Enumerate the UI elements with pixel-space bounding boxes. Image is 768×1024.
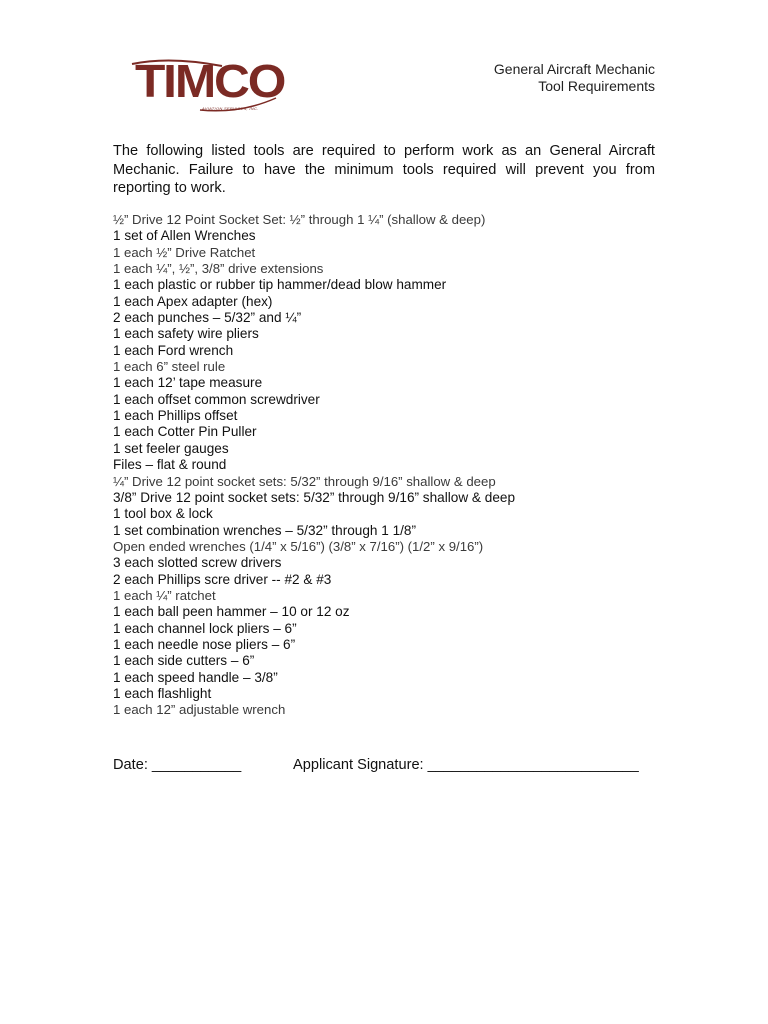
- tool-item: 1 set combination wrenches – 5/32” through 1 1/8”: [113, 522, 417, 538]
- tool-item: 1 each ¼” ratchet: [113, 587, 216, 603]
- logo-wordmark: TIMCO: [135, 55, 285, 107]
- tool-item: 1 each flashlight: [113, 685, 212, 701]
- tool-list: [113, 212, 673, 719]
- tool-item: 1 each safety wire pliers: [113, 326, 259, 342]
- tool-item: Open ended wrenches (1/4” x 5/16”) (3/8” x 7/16”) (1/2” x 9/16”): [113, 538, 484, 554]
- tool-item: 1 each Ford wrench: [113, 342, 234, 358]
- tool-item: 1 each ball peen hammer – 10 or 12 oz: [113, 604, 350, 620]
- tool-item: 3/8” Drive 12 point socket sets: 5/32” through 9/16” shallow & deep: [113, 489, 515, 505]
- applicant-signature-field[interactable]: Applicant Signature: __________________________: [293, 757, 639, 773]
- tool-item: 1 each 12’ tape measure: [113, 375, 263, 391]
- tool-item: 1 each speed handle – 3/8”: [113, 669, 278, 685]
- tool-item: ¼” Drive 12 point socket sets: 5/32” through 9/16” shallow & deep: [113, 473, 496, 489]
- tool-item: 1 each 6” steel rule: [113, 359, 226, 375]
- tool-item: 1 each Apex adapter (hex): [113, 293, 273, 309]
- tool-item: 1 set of Allen Wrenches: [113, 228, 256, 244]
- tool-item: 1 each offset common screwdriver: [113, 391, 320, 407]
- tool-item: 2 each punches – 5/32” and ¼”: [113, 310, 302, 326]
- tool-item: 1 each 12” adjustable wrench: [113, 702, 286, 718]
- tool-item: 1 each side cutters – 6”: [113, 653, 255, 669]
- document-title: [494, 61, 655, 95]
- tool-item: 1 each ½” Drive Ratchet: [113, 244, 256, 260]
- logo-tagline: AVIATION SERVICES, INC.: [202, 106, 259, 111]
- tool-item: 1 tool box & lock: [113, 506, 213, 522]
- tool-item: 1 each plastic or rubber tip hammer/dead blow hammer: [113, 277, 447, 293]
- tool-item: 1 set feeler gauges: [113, 440, 229, 456]
- tool-item: 2 each Phillips scre driver -- #2 & #3: [113, 571, 332, 587]
- date-field[interactable]: Date: ___________: [113, 757, 242, 773]
- title-line-2: Tool Requirements: [538, 78, 655, 94]
- tool-item: 3 each slotted screw drivers: [113, 555, 282, 571]
- tool-item: 1 each ¼”, ½”, 3/8” drive extensions: [113, 261, 324, 277]
- tool-item: 1 each Phillips offset: [113, 408, 238, 424]
- tool-item: 1 each channel lock pliers – 6”: [113, 620, 297, 636]
- tool-item: 1 each Cotter Pin Puller: [113, 424, 257, 440]
- tool-item: Files – flat & round: [113, 457, 227, 473]
- tool-item: 1 each needle nose pliers – 6”: [113, 636, 296, 652]
- title-line-1: General Aircraft Mechanic: [493, 61, 655, 77]
- tool-item: ½” Drive 12 Point Socket Set: ½” through 1 ¼” (shallow & deep): [113, 212, 486, 227]
- timco-logo: [130, 55, 285, 120]
- intro-paragraph: The following listed tools are required to perform work as an General Aircraft Mechanic. Failure to have the minimum tools required will prevent you from reporting to work.: [113, 143, 655, 196]
